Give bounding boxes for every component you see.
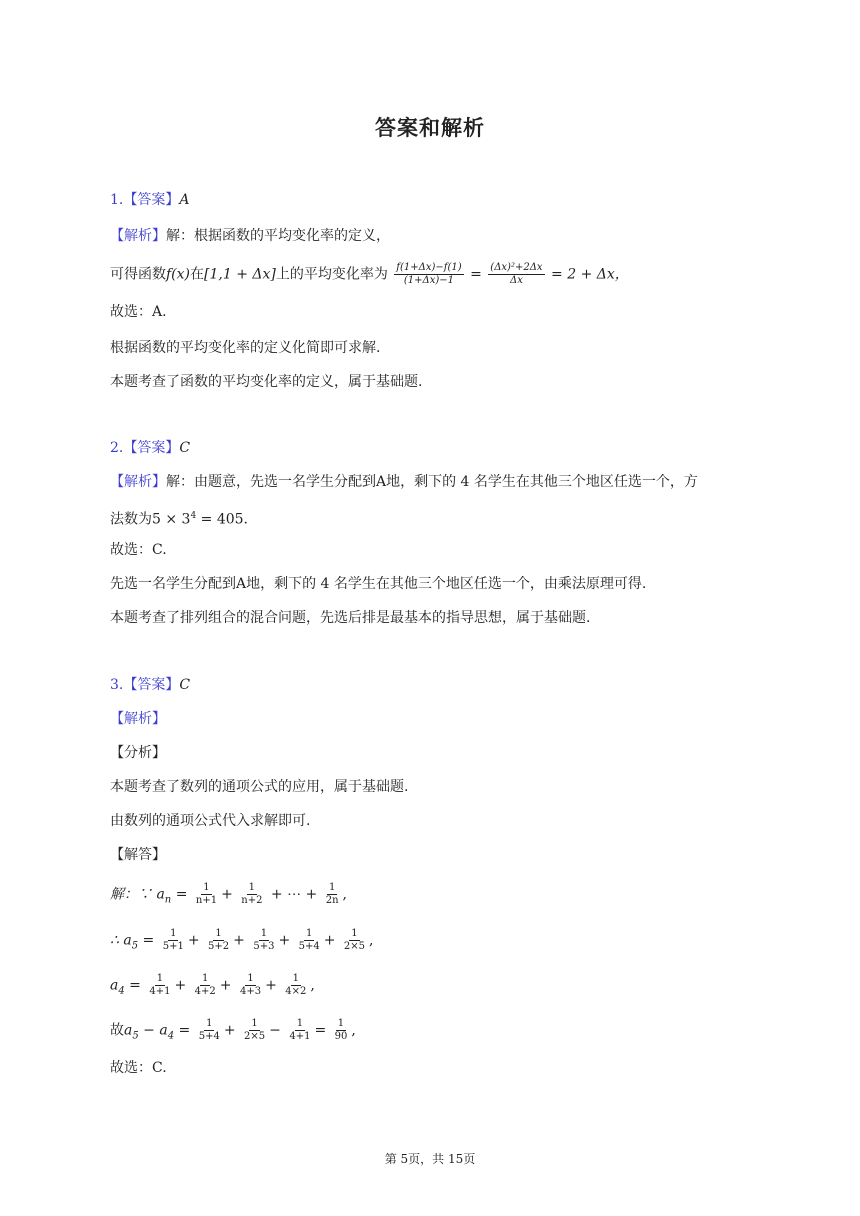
q3-text: 由数列的通项公式代入求解即可. <box>110 813 311 829</box>
q3-text: 故 <box>110 1022 124 1039</box>
q2-analysis-line2 <box>110 506 248 530</box>
fraction <box>161 928 186 953</box>
fraction-denominator: 5+2 <box>208 941 230 952</box>
q3-text: 本题考查了数列的通项公式的应用，属于基础题. <box>110 779 409 795</box>
q3-math: = <box>171 886 192 903</box>
q1-text: 解：根据函数的平均变化率的定义， <box>166 228 390 244</box>
q2-text: . <box>243 511 248 528</box>
q1-fraction-1 <box>394 262 463 287</box>
q1-analysis-line1 <box>110 226 390 246</box>
q1-text: 故选：A. <box>110 304 167 320</box>
q3-math: a <box>110 977 119 994</box>
fraction-denominator: 4+1 <box>289 1031 311 1042</box>
q3-math: + ⋯ + <box>270 886 318 903</box>
fraction-numerator: 1 <box>251 1018 258 1029</box>
q2-text: 先选一名学生分配到A地，剩下的 4 名学生在其他三个地区任选一个，由乘法原理可得. <box>110 576 647 592</box>
q1-text: 根据函数的平均变化率的定义化简即可求解. <box>110 340 381 356</box>
fraction-denominator: 2n <box>325 895 339 906</box>
fraction-numerator: (Δx)²+2Δx <box>490 262 543 273</box>
fraction-denominator: 4+2 <box>194 986 216 997</box>
q1-text: 可得函数 <box>110 266 166 283</box>
fraction <box>238 973 263 998</box>
q3-equation-4: 故$a_5 - a_4$ = $\frac{1}{5+4}$ + $\frac{1}{2\times 5}$ − $\frac{1}{4+1}$ = $\frac{1}{90}$ , <box>110 1018 356 1042</box>
q2-analysis-line1 <box>110 472 698 492</box>
q3-math: 4 <box>167 1030 175 1042</box>
page-title: 答案和解析 <box>375 116 485 140</box>
q2-math: = 405 <box>196 511 244 528</box>
q1-math: [1,1 + Δx] <box>204 266 276 283</box>
fraction <box>342 928 367 953</box>
fraction <box>297 928 322 953</box>
q2-text: 法数为 <box>110 511 152 528</box>
fraction-numerator: 1 <box>202 973 209 984</box>
q3-equation-3: $a_4$ = $\frac{1}{4+1}$ + $\frac{1}{4+2}$ + $\frac{1}{4+3}$ + $\frac{1}{4\times 2}$ , <box>110 973 315 997</box>
q3-math: 4 <box>118 985 125 997</box>
fraction <box>194 882 219 907</box>
fraction <box>242 1018 267 1043</box>
q2-answer: C <box>179 440 191 456</box>
q3-text: 故选：C. <box>110 1060 167 1076</box>
fraction-denominator: n+2 <box>241 895 263 906</box>
q3-answer: C <box>179 677 191 693</box>
fraction-numerator: f(1+Δx)−f(1) <box>396 262 462 273</box>
q1-analysis-line2 <box>110 262 629 287</box>
fraction-denominator: 2×5 <box>343 941 366 952</box>
fraction-numerator: 1 <box>260 928 268 939</box>
q3-math: a <box>124 1022 133 1039</box>
q1-answer-tag: 【答案】 <box>123 192 180 208</box>
q3-answer-line <box>110 675 190 695</box>
fraction-numerator: 1 <box>296 1018 304 1029</box>
q3-fenxi-tag: 【分析】 <box>110 745 166 761</box>
q1-analysis-tag: 【解析】 <box>110 228 166 244</box>
fraction-denominator: 90 <box>334 1031 348 1042</box>
fraction-numerator: 1 <box>248 882 256 893</box>
q2-math: 5 × 3 <box>152 511 191 528</box>
fraction-numerator: 1 <box>206 1018 213 1029</box>
fraction-numerator: 1 <box>328 882 336 893</box>
q2-math: 4 <box>190 511 197 521</box>
q1-math: f(x) <box>166 266 191 283</box>
fraction-denominator: (1+Δx)−1 <box>403 275 455 286</box>
q3-math: 解：∵ a <box>110 886 165 903</box>
q2-number: 2. <box>110 440 124 456</box>
q1-text: 本题考查了函数的平均变化率的定义，属于基础题. <box>110 374 423 390</box>
q2-text: 解：由题意，先选一名学生分配到A地，剩下的 4 名学生在其他三个地区任选一个，方 <box>166 474 698 490</box>
fraction-denominator: 5+4 <box>198 1031 220 1042</box>
fraction <box>147 973 172 998</box>
q3-jieda-tag: 【解答】 <box>110 847 166 863</box>
fraction <box>206 928 231 953</box>
fraction-denominator: Δx <box>510 275 523 286</box>
q3-math: ∴ a <box>110 932 132 949</box>
q3-number: 3. <box>110 677 124 693</box>
fraction-numerator: 1 <box>305 928 313 939</box>
q1-fraction-2 <box>488 262 544 287</box>
q2-text: 本题考查了排列组合的混合问题，先选后排是最基本的指导思想，属于基础题. <box>110 610 591 626</box>
q3-equation-1: 解：∵ $a_n$ = $\frac{1}{n+1}$ + $\frac{1}{n+2}$ + ⋯ + $\frac{1}{2n}$ , <box>110 882 347 906</box>
q1-text: 在 <box>190 266 205 283</box>
fraction-numerator: 1 <box>203 882 210 893</box>
fraction <box>283 973 308 998</box>
fraction-denominator: 4+1 <box>149 986 171 997</box>
q1-math: = <box>470 266 482 283</box>
q2-text: 故选：C. <box>110 542 167 558</box>
fraction-denominator: 5+4 <box>298 941 320 952</box>
q3-math: 5 <box>132 1030 139 1042</box>
q1-text: 上的平均变化率为 <box>275 266 388 283</box>
q1-answer: A <box>179 192 190 208</box>
q3-answer-tag: 【答案】 <box>123 677 180 693</box>
fraction <box>333 1018 350 1043</box>
fraction-numerator: 1 <box>247 973 254 984</box>
q3-math: 5 <box>131 940 139 952</box>
fraction <box>324 882 341 907</box>
fraction <box>193 973 218 998</box>
q3-math: − a <box>138 1022 168 1039</box>
fraction-denominator: 4+3 <box>239 986 262 997</box>
q3-math: n <box>164 894 172 906</box>
fraction-denominator: 5+3 <box>253 941 275 952</box>
fraction-denominator: 5+1 <box>162 941 184 952</box>
q3-math: , <box>342 886 347 903</box>
q1-answer-line <box>110 190 189 210</box>
q3-analysis-tag: 【解析】 <box>110 711 166 727</box>
fraction-denominator: n+1 <box>195 895 218 906</box>
fraction-denominator: 2×5 <box>244 1031 266 1042</box>
q2-answer-tag: 【答案】 <box>123 440 180 456</box>
fraction <box>251 928 276 953</box>
page-footer: 第 5页，共 15页 <box>384 1152 476 1166</box>
q2-answer-line <box>110 438 190 458</box>
fraction-numerator: 1 <box>351 928 358 939</box>
fraction <box>287 1018 312 1043</box>
fraction-numerator: 1 <box>292 973 299 984</box>
q3-equation-2: ∴ $a_5$ = $\frac{1}{5+1}$ + $\frac{1}{5+2}$ + $\frac{1}{5+3}$ + $\frac{1}{5+4}$ + $\frac{1}{2\times 5}$ , <box>110 928 374 952</box>
fraction <box>197 1018 222 1043</box>
fraction-numerator: 1 <box>170 928 177 939</box>
fraction-numerator: 1 <box>156 973 164 984</box>
fraction-numerator: 1 <box>337 1018 345 1029</box>
fraction-numerator: 1 <box>215 928 222 939</box>
fraction <box>239 882 264 907</box>
q1-math: = 2 + Δx， <box>551 266 629 283</box>
q2-analysis-tag: 【解析】 <box>110 474 166 490</box>
q1-number: 1. <box>110 192 124 208</box>
fraction-denominator: 4×2 <box>285 986 307 997</box>
